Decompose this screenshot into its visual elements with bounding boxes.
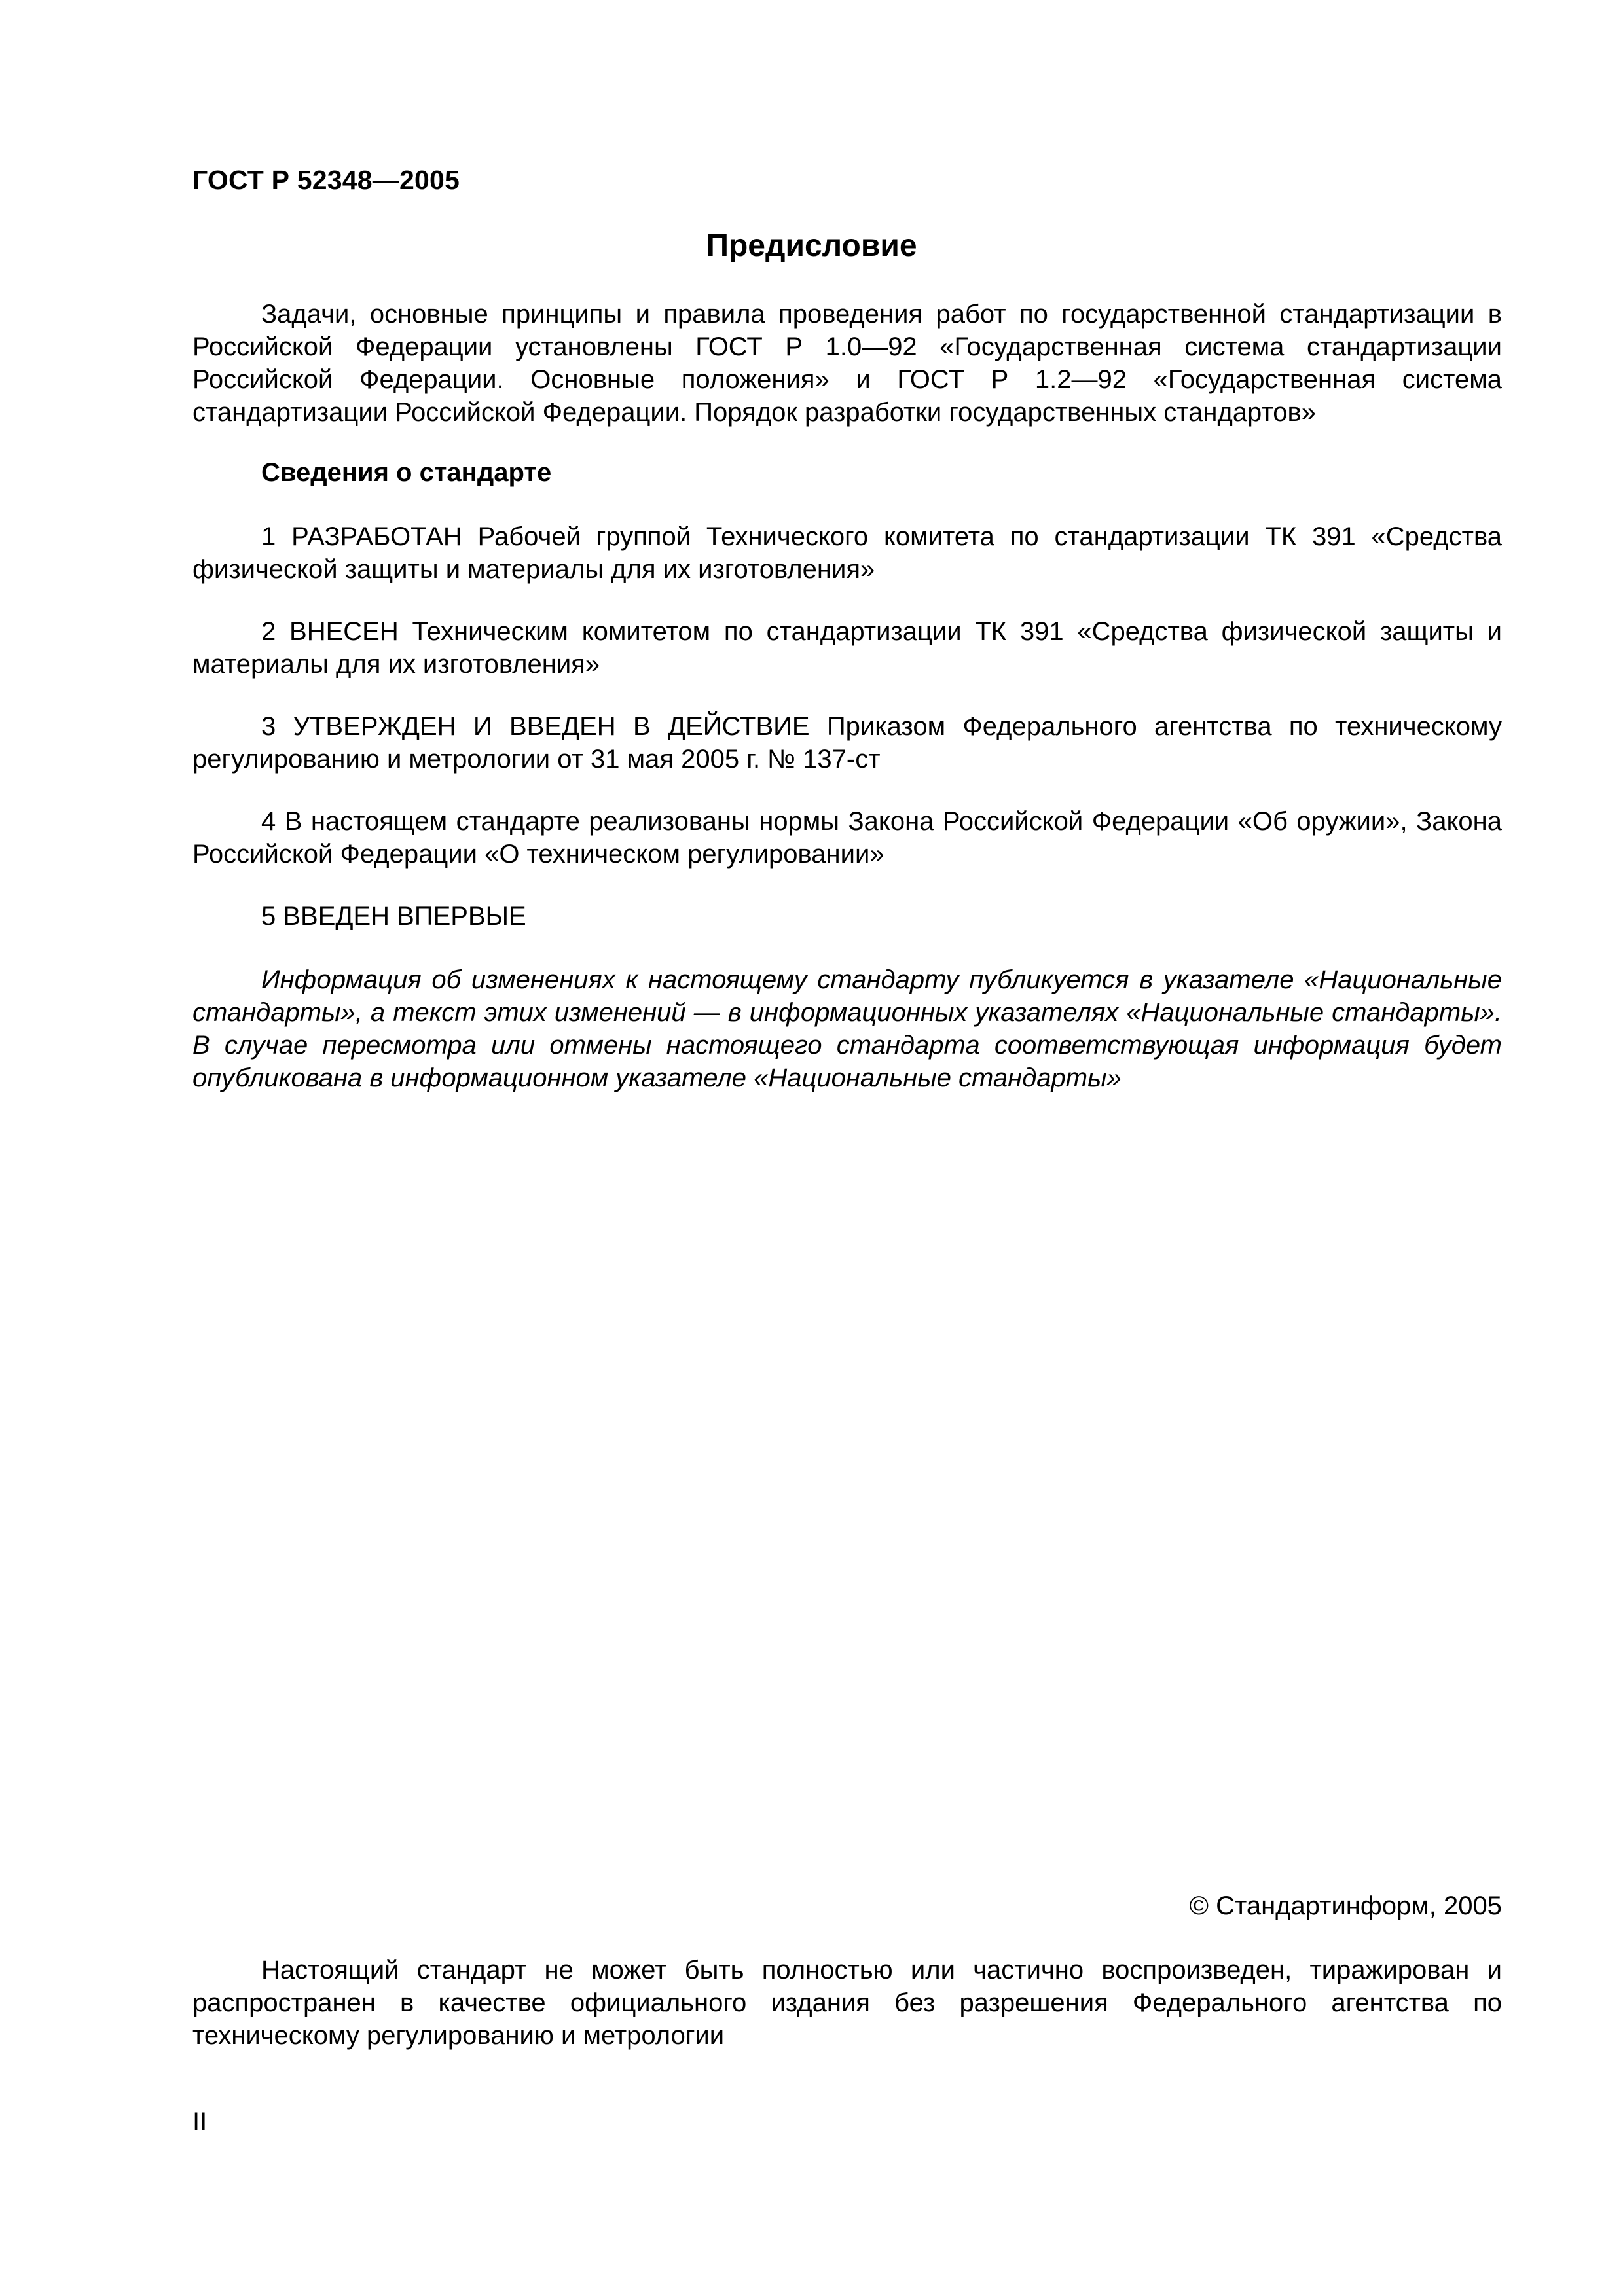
list-item-1: 1 РАЗРАБОТАН Рабочей группой Технического комитета по стандартизации ТК 391 «Средства физической защиты и материалы для их изготовления» bbox=[192, 522, 1502, 584]
reproduction-notice: Настоящий стандарт не может быть полностью или частично воспроизведен, тиражирован и распространен в качестве официального издания без разрешения Федерального агентства по техническому регулированию и метрологии bbox=[192, 1956, 1502, 2050]
section-heading: Сведения о стандарте bbox=[261, 458, 552, 487]
info-note: Информация об изменениях к настоящему стандарту публикуется в указателе «Национальные стандарты», а текст этих изменений — в информационных указателях «Национальные стандарты». В случае пересмотра или отмены настоящего стандарта соответствующая информация будет опубликована в информационном указателе «Национальные стандарты» bbox=[192, 965, 1502, 1092]
copyright-line: © Стандартинформ, 2005 bbox=[1189, 1892, 1502, 1920]
document-code: ГОСТ Р 52348—2005 bbox=[192, 165, 460, 195]
page-number: II bbox=[192, 2108, 208, 2136]
list-item-5: 5 ВВЕДЕН ВПЕРВЫЕ bbox=[261, 902, 526, 931]
list-item-3: 3 УТВЕРЖДЕН И ВВЕДЕН В ДЕЙСТВИЕ Приказом Федерального агентства по техническому регулированию и метрологии от 31 мая 2005 г. № 137-ст bbox=[192, 712, 1502, 774]
list-item-2: 2 ВНЕСЕН Техническим комитетом по стандартизации ТК 391 «Средства физической защиты и материалы для их изготовления» bbox=[192, 617, 1502, 679]
list-item-4: 4 В настоящем стандарте реализованы нормы Закона Российской Федерации «Об оружии», Закона Российской Федерации «О техническом регулировании» bbox=[192, 807, 1502, 869]
intro-paragraph: Задачи, основные принципы и правила проведения работ по государственной стандартизации в Российской Федерации установлены ГОСТ Р 1.0—92 «Государственная система стандартизации Российской Федерации. Основные положения» и ГОСТ Р 1.2—92 «Государственная система стандартизации Российской Федерации. Порядок разработки государственных стандартов» bbox=[192, 300, 1502, 427]
page-title: Предисловие bbox=[706, 228, 917, 263]
